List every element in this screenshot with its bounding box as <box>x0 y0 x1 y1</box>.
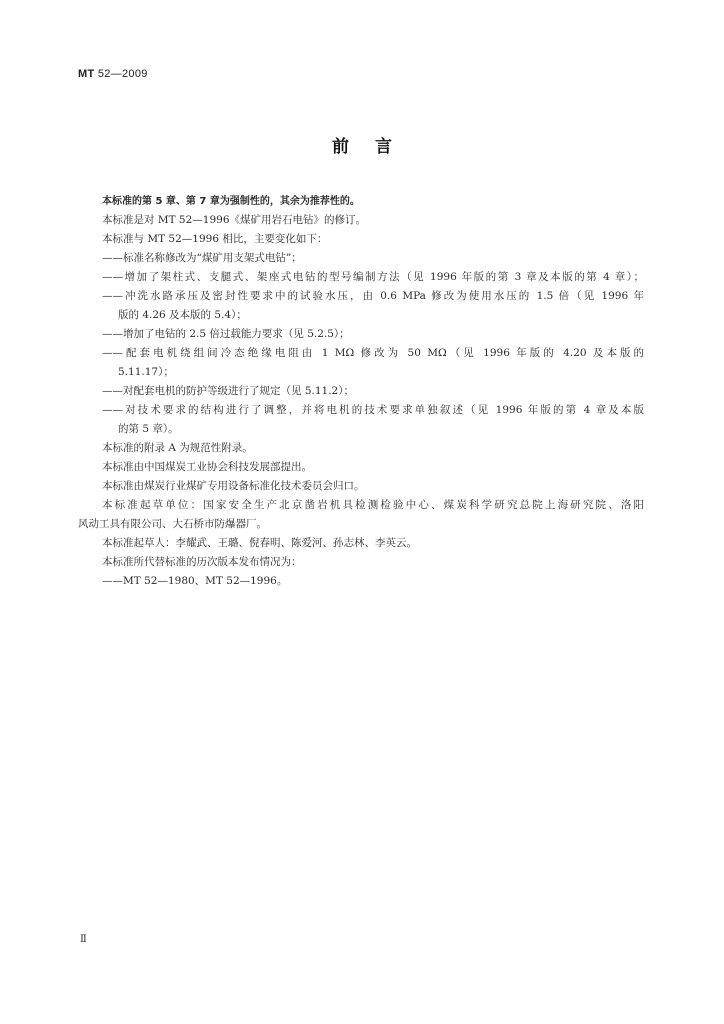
change-item-structure: ——对技术要求的结构进行了调整，并将电机的技术要求单独叙述（见 1996 年版的第 4 章及本版 <box>102 404 644 416</box>
paragraph-drafters: 本标准起草人：李耀武、王璐、倪春明、陈爱河、孙志林、李英云。 <box>102 537 417 549</box>
change-item-name: ——标准名称修改为“煤矿用支架式电钻”； <box>102 252 302 264</box>
change-item-water-pressure: ——冲洗水路承压及密封性要求中的试验水压，由 0.6 MPa 修改为使用水压的 1.5 倍（见 1996 年 <box>102 290 644 302</box>
page-title: 前言 <box>332 137 418 157</box>
paragraph-drafting-units: 本标准起草单位：国家安全生产北京凿岩机具检测检验中心、煤炭科学研究总院上海研究院、洛阳 <box>102 499 644 511</box>
paragraph-changes-intro: 本标准与 MT 52—1996 相比，主要变化如下： <box>102 233 328 245</box>
change-item-overload: ——增加了电钻的 2.5 倍过载能力要求（见 5.2.5）； <box>102 328 350 340</box>
paragraph-revision: 本标准是对 MT 52—1996《煤矿用岩石电钻》的修订。 <box>102 214 367 226</box>
standard-number: 52—2009 <box>97 68 148 80</box>
standard-code-header <box>78 68 148 80</box>
change-item-structure-cont: 的第 5 章）。 <box>118 423 179 435</box>
paragraph-mandatory-chapters: 本标准的第 5 章、第 7 章为强制性的，其余为推荐性的。 <box>102 196 360 207</box>
change-item-model-coding: ——增加了架柱式、支腿式、架座式电钻的型号编制方法（见 1996 年版的第 3 章及本版的第 4 章）； <box>102 271 644 283</box>
paragraph-drafting-units-cont: 风动工具有限公司、大石桥市防爆器厂。 <box>78 518 267 530</box>
paragraph-proposed-by: 本标准由中国煤炭工业协会科技发展部提出。 <box>102 461 312 473</box>
change-item-insulation-cont: 5.11.17）； <box>118 366 174 378</box>
page-number: Ⅱ <box>80 934 87 945</box>
change-item-water-pressure-cont: 版的 4.26 及本版的 5.4）； <box>118 309 247 321</box>
paragraph-annex: 本标准的附录 A 为规范性附录。 <box>102 442 253 454</box>
paragraph-centralized-by: 本标准由煤炭行业煤矿专用设备标准化技术委员会归口。 <box>102 480 365 492</box>
foreword-body <box>78 192 644 591</box>
standard-prefix: MT <box>78 68 95 80</box>
previous-editions-list: ——MT 52—1980、MT 52—1996。 <box>102 575 288 587</box>
change-item-insulation: ——配套电机绕组间冷态绝缘电阻由 1 MΩ 修改为 50 MΩ（见 1996 年版的 4.20 及本版的 <box>102 347 644 359</box>
change-item-protection: ——对配套电机的防护等级进行了规定（见 5.11.2）； <box>102 385 354 397</box>
paragraph-previous-editions: 本标准所代替标准的历次版本发布情况为： <box>102 556 302 568</box>
